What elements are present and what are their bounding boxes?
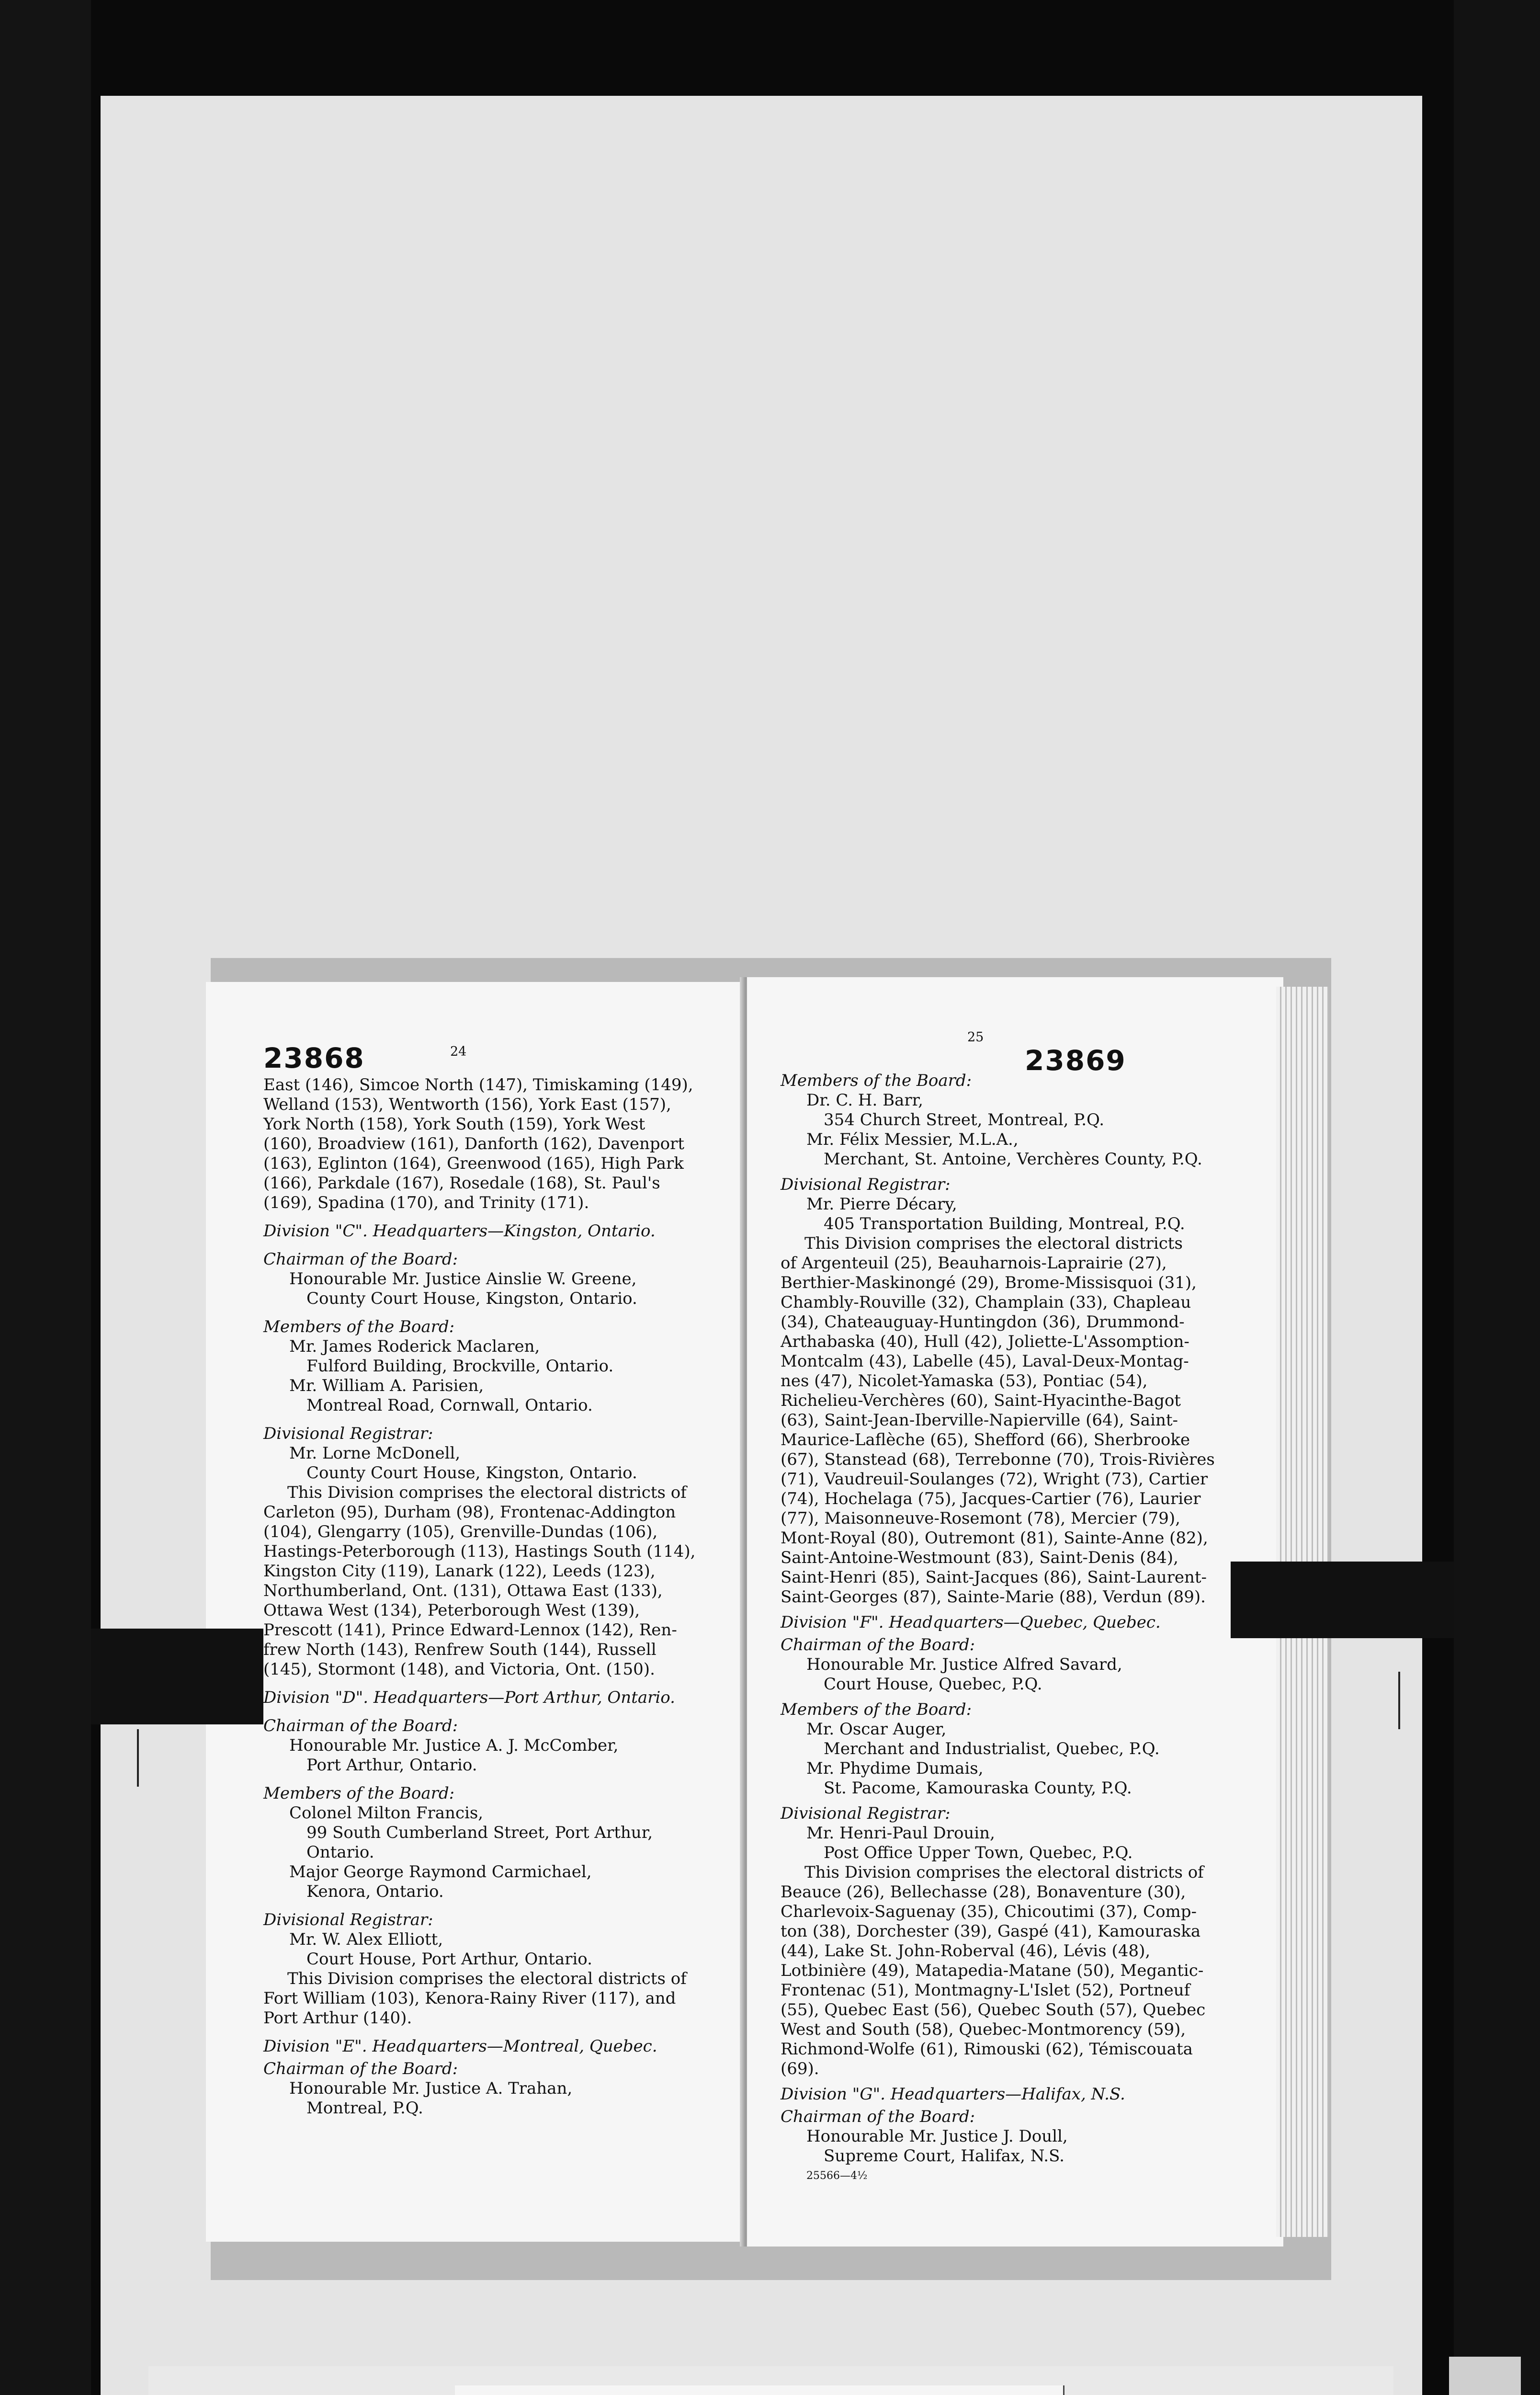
text-line: Members of the Board:: [263, 1784, 455, 1803]
text-line: Court House, Quebec, P.Q.: [824, 1675, 1042, 1694]
text-line: Divisional Registrar:: [263, 1910, 433, 1929]
text-line: Mr. William A. Parisien,: [289, 1376, 484, 1395]
text-line: frew North (143), Renfrew South (144), Russell: [263, 1640, 657, 1659]
text-line: Ontario.: [306, 1843, 374, 1862]
text-line: Supreme Court, Halifax, N.S.: [824, 2146, 1064, 2166]
text-line: Hastings-Peterborough (113), Hastings South (114),: [263, 1542, 696, 1561]
text-line: Honourable Mr. Justice A. J. McComber,: [289, 1736, 619, 1755]
text-line: Mr. Pierre Décary,: [806, 1195, 957, 1214]
binder-tab-right: [1231, 1562, 1454, 1638]
text-line: Post Office Upper Town, Quebec, P.Q.: [824, 1843, 1133, 1862]
text-line: (74), Hochelaga (75), Jacques-Cartier (76), Laurier: [781, 1489, 1201, 1508]
text-line: (71), Vaudreuil-Soulanges (72), Wright (73), Cartier: [781, 1470, 1208, 1489]
text-line: 405 Transportation Building, Montreal, P.Q.: [824, 1214, 1185, 1233]
text-line: Division "F". Headquarters—Quebec, Quebec.: [781, 1613, 1161, 1632]
text-line: Mont-Royal (80), Outremont (81), Sainte-Anne (82),: [781, 1528, 1208, 1548]
text-line: Merchant and Industrialist, Quebec, P.Q.: [824, 1739, 1160, 1758]
text-line: (67), Stanstead (68), Terrebonne (70), Trois-Rivières: [781, 1450, 1215, 1469]
text-line: Mr. Lorne McDonell,: [289, 1444, 461, 1463]
text-line: Division "C". Headquarters—Kingston, Ontario.: [263, 1221, 656, 1241]
text-line: Chairman of the Board:: [263, 2059, 458, 2078]
text-line: Divisional Registrar:: [781, 1175, 951, 1194]
text-line: 25566—4½: [806, 2170, 868, 2182]
text-line: St. Pacome, Kamouraska County, P.Q.: [824, 1779, 1132, 1798]
text-line: (166), Parkdale (167), Rosedale (168), St. Paul's: [263, 1174, 660, 1193]
text-line: County Court House, Kingston, Ontario.: [306, 1463, 637, 1483]
text-line: ton (38), Dorchester (39), Gaspé (41), Kamouraska: [781, 1922, 1201, 1941]
text-line: Divisional Registrar:: [781, 1804, 951, 1823]
text-line: This Division comprises the electoral districts of: [287, 1969, 687, 1988]
text-line: Honourable Mr. Justice A. Trahan,: [289, 2079, 573, 2098]
text-line: Honourable Mr. Justice Ainslie W. Greene,: [289, 1269, 637, 1289]
text-line: Richelieu-Verchères (60), Saint-Hyacinthe-Bagot: [781, 1391, 1181, 1410]
text-line: Lotbinière (49), Matapedia-Matane (50), Megantic-: [781, 1961, 1204, 1980]
text-line: York North (158), York South (159), York West: [263, 1115, 645, 1134]
right-page-text: [781, 1068, 1259, 2186]
text-line: Dr. C. H. Barr,: [806, 1091, 923, 1110]
text-line: Port Arthur (140).: [263, 2008, 412, 2028]
text-line: Chairman of the Board:: [263, 1250, 458, 1269]
text-line: Court House, Port Arthur, Ontario.: [306, 1950, 592, 1969]
text-line: Members of the Board:: [263, 1317, 455, 1336]
text-line: Colonel Milton Francis,: [289, 1803, 484, 1823]
text-line: (169), Spadina (170), and Trinity (171).: [263, 1193, 589, 1212]
text-line: East (146), Simcoe North (147), Timiskaming (149),: [263, 1075, 693, 1095]
scan-frame-left: [0, 0, 91, 2395]
binder-tab-left: [91, 1629, 263, 1724]
text-line: 354 Church Street, Montreal, P.Q.: [824, 1110, 1105, 1129]
text-line: Montreal, P.Q.: [306, 2098, 423, 2118]
text-line: (34), Chateauguay-Huntingdon (36), Drummond-: [781, 1312, 1185, 1332]
text-line: Saint-Georges (87), Sainte-Marie (88), Verdun (89).: [781, 1587, 1206, 1607]
text-line: Charlevoix-Saguenay (35), Chicoutimi (37), Comp-: [781, 1902, 1197, 1921]
right-page: [747, 977, 1283, 2247]
text-line: Mr. Phydime Dumais,: [806, 1759, 984, 1778]
text-line: West and South (58), Quebec-Montmorency (59),: [781, 2020, 1186, 2039]
text-line: Fulford Building, Brockville, Ontario.: [306, 1357, 614, 1376]
left-page: [206, 982, 747, 2242]
text-line: Division "D". Headquarters—Port Arthur, Ontario.: [263, 1688, 675, 1707]
text-line: Divisional Registrar:: [263, 1424, 433, 1443]
text-line: Division "E". Headquarters—Montreal, Quebec.: [263, 2037, 657, 2056]
text-line: Major George Raymond Carmichael,: [289, 1862, 592, 1882]
text-line: Honourable Mr. Justice Alfred Savard,: [806, 1655, 1122, 1674]
text-line: Honourable Mr. Justice J. Doull,: [806, 2127, 1068, 2146]
margin-mark-left: [137, 1729, 139, 1787]
text-line: Saint-Henri (85), Saint-Jacques (86), Saint-Laurent-: [781, 1568, 1207, 1587]
text-line: (77), Maisonneuve-Rosemont (78), Mercier (79),: [781, 1509, 1180, 1528]
scan-frame-right: [1454, 0, 1540, 2395]
text-line: nes (47), Nicolet-Yamaska (53), Pontiac (54),: [781, 1371, 1148, 1391]
text-line: Mr. Félix Messier, M.L.A.,: [806, 1130, 1019, 1149]
text-line: Richmond-Wolfe (61), Rimouski (62), Témiscouata: [781, 2040, 1193, 2059]
text-line: Members of the Board:: [781, 1700, 972, 1719]
text-line: Chambly-Rouville (32), Champlain (33), Chapleau: [781, 1293, 1191, 1312]
text-line: Arthabaska (40), Hull (42), Joliette-L'Assomption-: [781, 1332, 1189, 1351]
text-line: Chairman of the Board:: [263, 1716, 458, 1735]
text-line: Division "G". Headquarters—Halifax, N.S.: [781, 2085, 1125, 2104]
text-line: Carleton (95), Durham (98), Frontenac-Addington: [263, 1503, 676, 1522]
left-stamp-number: 23868: [263, 1042, 365, 1074]
text-line: Kingston City (119), Lanark (122), Leeds (123),: [263, 1562, 656, 1581]
text-line: (104), Glengarry (105), Grenville-Dundas (106),: [263, 1522, 658, 1541]
archive-edge-strip: [1449, 2357, 1521, 2395]
text-line: This Division comprises the electoral districts of: [287, 1483, 687, 1502]
text-line: Prescott (141), Prince Edward-Lennox (142), Ren-: [263, 1620, 677, 1640]
text-line: (69).: [781, 2059, 819, 2078]
text-line: Mr. W. Alex Elliott,: [289, 1930, 443, 1949]
text-line: Fort William (103), Kenora-Rainy River (117), and: [263, 1989, 676, 2008]
text-line: Frontenac (51), Montmagny-L'Islet (52), Portneuf: [781, 1981, 1190, 2000]
text-line: Members of the Board:: [781, 1071, 972, 1090]
text-line: Chairman of the Board:: [781, 1635, 975, 1654]
text-line: This Division comprises the electoral districts of: [804, 1863, 1204, 1882]
text-line: Chairman of the Board:: [781, 2107, 975, 2126]
text-line: Port Arthur, Ontario.: [306, 1756, 477, 1775]
text-line: Montcalm (43), Labelle (45), Laval-Deux-Montag-: [781, 1352, 1189, 1371]
text-line: Mr. Oscar Auger,: [806, 1720, 947, 1739]
text-line: This Division comprises the electoral districts: [804, 1234, 1183, 1253]
text-line: (44), Lake St. John-Roberval (46), Lévis (48),: [781, 1941, 1151, 1961]
text-line: Ottawa West (134), Peterborough West (139),: [263, 1601, 640, 1620]
text-line: Beauce (26), Bellechasse (28), Bonaventure (30),: [781, 1882, 1186, 1902]
text-line: Mr. Henri-Paul Drouin,: [806, 1824, 995, 1843]
archive-stamp-card: [148, 2366, 1393, 2395]
text-line: of Argenteuil (25), Beauharnois-Laprairie (27),: [781, 1254, 1167, 1273]
text-line: Saint-Antoine-Westmount (83), Saint-Denis (84),: [781, 1548, 1178, 1567]
text-line: (55), Quebec East (56), Quebec South (57), Quebec: [781, 2000, 1206, 2019]
text-line: Maurice-Laflèche (65), Shefford (66), Sherbrooke: [781, 1430, 1190, 1449]
right-stamp-number: 23869: [1025, 1044, 1126, 1077]
text-line: Montreal Road, Cornwall, Ontario.: [306, 1396, 593, 1415]
text-line: (145), Stormont (148), and Victoria, Ont. (150).: [263, 1660, 655, 1679]
text-line: Berthier-Maskinongé (29), Brome-Missisquoi (31),: [781, 1273, 1197, 1292]
left-page-text: [263, 1075, 723, 2118]
text-line: Merchant, St. Antoine, Verchères County, P.Q.: [824, 1150, 1202, 1169]
text-line: Mr. James Roderick Maclaren,: [289, 1337, 540, 1356]
volume-label: [455, 2385, 1064, 2395]
text-line: Kenora, Ontario.: [306, 1882, 444, 1901]
left-page-number: 24: [450, 1044, 467, 1059]
text-line: (163), Eglinton (164), Greenwood (165), High Park: [263, 1154, 684, 1173]
text-line: Welland (153), Wentworth (156), York East (157),: [263, 1095, 671, 1114]
text-line: Northumberland, Ont. (131), Ottawa East (133),: [263, 1581, 663, 1600]
text-line: (63), Saint-Jean-Iberville-Napierville (64), Saint-: [781, 1411, 1178, 1430]
text-line: (160), Broadview (161), Danforth (162), Davenport: [263, 1134, 684, 1153]
right-page-number: 25: [967, 1030, 984, 1045]
text-line: County Court House, Kingston, Ontario.: [306, 1289, 637, 1308]
text-line: 99 South Cumberland Street, Port Arthur,: [306, 1823, 653, 1842]
margin-mark-right: [1398, 1672, 1400, 1729]
